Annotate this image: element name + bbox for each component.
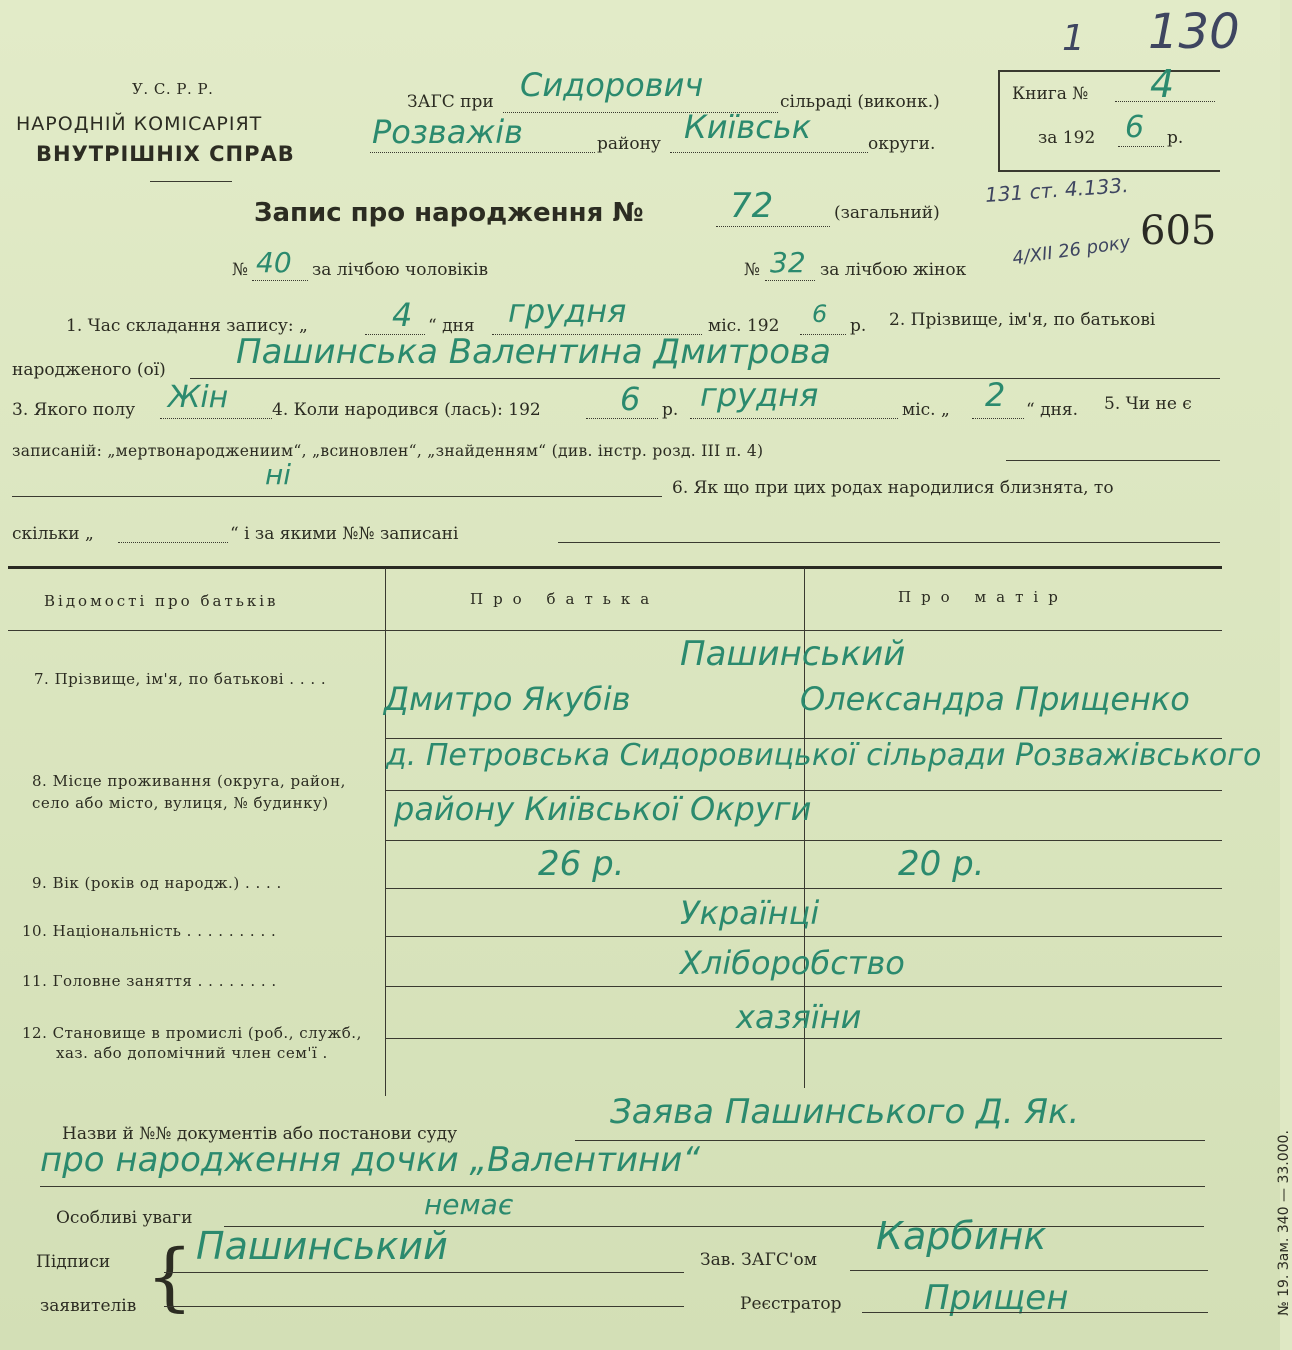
f2-label2: народженого (ої) bbox=[12, 360, 166, 380]
f1-day: 4 bbox=[392, 296, 413, 334]
district-line bbox=[370, 152, 595, 153]
notes-value: немає bbox=[424, 1188, 514, 1221]
row9-father-age: 26 р. bbox=[538, 844, 625, 884]
row10-nationality: Українці bbox=[680, 894, 820, 932]
commissariat-line1: НАРОДНІЙ КОМІСАРІЯТ bbox=[16, 113, 263, 135]
book-box-left bbox=[998, 70, 1000, 172]
margin-note-2: 4/XII 26 року bbox=[1011, 231, 1132, 270]
men-number: 40 bbox=[256, 246, 292, 279]
documents-line-b bbox=[40, 1186, 1205, 1187]
okrug-label: округи. bbox=[868, 134, 936, 154]
signatures-label2: заявителів bbox=[40, 1296, 137, 1316]
book-year-value: 6 bbox=[1125, 110, 1145, 145]
archive-side-number: 605 bbox=[1140, 208, 1217, 254]
men-number-line bbox=[252, 280, 308, 281]
table-header-father: Про батька bbox=[470, 590, 660, 608]
f1-day-mid: “ дня bbox=[428, 316, 475, 336]
f6-count-line bbox=[118, 542, 228, 543]
f6-label2: скільки „ bbox=[12, 524, 94, 544]
table-header-info: Відомості про батьків bbox=[44, 592, 279, 610]
head-signature: Карбинк bbox=[876, 1214, 1047, 1258]
f5-value: ні bbox=[265, 458, 292, 491]
row11-occupation: Хліборобство bbox=[680, 944, 905, 982]
book-box-bottom bbox=[998, 170, 1220, 172]
signatures-brace: { bbox=[146, 1234, 194, 1320]
men-prefix: № bbox=[232, 260, 249, 280]
f1-year: 6 bbox=[812, 300, 828, 328]
documents-value2: про народження дочки „Валентини“ bbox=[40, 1140, 700, 1180]
registrar-label: Реєстратор bbox=[740, 1294, 842, 1314]
row12-line bbox=[386, 1038, 1222, 1039]
f1-month-suffix: міс. 192 bbox=[708, 316, 780, 336]
record-number: 72 bbox=[730, 186, 774, 226]
row9-line bbox=[386, 888, 1222, 889]
row7-surname: Пашинський bbox=[680, 634, 906, 674]
f4-day: 2 bbox=[985, 376, 1006, 414]
row12-status: хазяїни bbox=[736, 998, 862, 1036]
table-divider-1 bbox=[385, 568, 386, 1096]
f6-label2b: “ і за якими №№ записані bbox=[230, 524, 459, 544]
f5-line-b bbox=[12, 496, 662, 497]
f4-month-line bbox=[690, 418, 898, 419]
f1-label: 1. Час складання запису: „ bbox=[66, 316, 308, 336]
women-prefix: № bbox=[744, 260, 761, 280]
row12-label2: хаз. або допомічний член сем'ї . bbox=[56, 1044, 328, 1062]
table-header-rule bbox=[8, 630, 1222, 631]
women-label: за лічбою жінок bbox=[820, 260, 967, 280]
book-box-top bbox=[998, 70, 1220, 72]
book-number: 4 bbox=[1150, 62, 1175, 106]
f4-day-suffix: “ дня. bbox=[1026, 400, 1079, 420]
row10-label: 10. Національність . . . . . . . . . bbox=[22, 922, 277, 940]
f4-year-line bbox=[586, 418, 658, 419]
row8-label2: село або місто, вулиця, № будинку) bbox=[32, 794, 329, 812]
record-number-line bbox=[716, 226, 830, 227]
district-label: району bbox=[597, 134, 661, 154]
f4-label: 4. Коли народився (лась): 192 bbox=[272, 400, 541, 420]
f2-label: 2. Прізвище, ім'я, по батькові bbox=[889, 310, 1156, 330]
f6-label: 6. Як що при цих родах народилися близнята, то bbox=[672, 478, 1114, 498]
registrar-line bbox=[862, 1312, 1208, 1313]
row10-line bbox=[386, 936, 1222, 937]
record-title: Запис про народження № bbox=[254, 198, 644, 228]
f3-label: 3. Якого полу bbox=[12, 400, 136, 420]
row12-label: 12. Становище в промислі (роб., служб., bbox=[22, 1024, 362, 1042]
book-year-line bbox=[1118, 146, 1164, 147]
book-year-suffix: р. bbox=[1167, 128, 1184, 148]
row7-father-name: Дмитро Якубів bbox=[384, 680, 631, 718]
signer-line-b bbox=[164, 1306, 684, 1307]
header-rule bbox=[150, 181, 232, 182]
book-label: Книга № bbox=[1012, 84, 1089, 104]
row11-label: 11. Головне заняття . . . . . . . . bbox=[22, 972, 277, 990]
f1-year-suffix: р. bbox=[850, 316, 867, 336]
row8-place: д. Петровська Сидоровицької сільради Розважівського bbox=[386, 738, 1262, 773]
row8-label: 8. Місце проживання (округа, район, bbox=[32, 772, 346, 790]
record-general: (загальний) bbox=[834, 203, 940, 223]
women-number: 32 bbox=[770, 246, 806, 279]
row8-line-b bbox=[386, 840, 1222, 841]
archive-page-number: 130 bbox=[1148, 4, 1240, 60]
f6-numbers-line bbox=[558, 542, 1220, 543]
book-number-line bbox=[1115, 101, 1215, 102]
commissariat-line2: ВНУТРІШНІХ СПРАВ bbox=[36, 142, 295, 166]
men-label: за лічбою чоловіків bbox=[312, 260, 489, 280]
row11-line bbox=[386, 986, 1222, 987]
notes-label: Особливі уваги bbox=[56, 1208, 193, 1228]
row7-label: 7. Прізвище, ім'я, по батькові . . . . bbox=[34, 670, 327, 688]
head-label: Зав. ЗАГС'ом bbox=[700, 1250, 817, 1270]
f5-line-a bbox=[1006, 460, 1220, 461]
district-value: Розважів bbox=[372, 113, 523, 151]
row9-mother-age: 20 р. bbox=[898, 844, 985, 884]
zags-prefix: ЗАГС при bbox=[407, 92, 494, 112]
row8-line-a bbox=[386, 790, 1222, 791]
signer-line-a bbox=[164, 1272, 684, 1273]
table-top-rule bbox=[8, 566, 1222, 569]
f1-month: грудня bbox=[508, 292, 627, 330]
print-code: № 19. Зам. 340 — 33.000. bbox=[1276, 1130, 1292, 1316]
f5-label: 5. Чи не є bbox=[1104, 394, 1192, 414]
okrug-line bbox=[670, 152, 868, 153]
row9-label: 9. Вік (років од народж.) . . . . bbox=[32, 874, 282, 892]
women-number-line bbox=[765, 280, 815, 281]
table-header-mother: Про матір bbox=[898, 588, 1068, 606]
row7-mother-name: Олександра Прищенко bbox=[800, 680, 1190, 718]
f3-value: Жін bbox=[168, 380, 229, 415]
documents-value1: Заява Пашинського Д. Як. bbox=[610, 1092, 1080, 1132]
zags-village-value: Сидорович bbox=[520, 66, 704, 104]
head-line bbox=[850, 1270, 1208, 1271]
row8-place2: району Київської Округи bbox=[394, 790, 812, 828]
f4-month-suffix: міс. „ bbox=[902, 400, 950, 420]
documents-label: Назви й №№ документів або постанови суду bbox=[62, 1124, 458, 1144]
republic-label: У. С. Р. Р. bbox=[132, 80, 214, 98]
margin-note-1: 131 ст. 4.133. bbox=[984, 173, 1130, 207]
f3-value-line bbox=[160, 418, 272, 419]
f5-label2: записаній: „мертвонароджениим“, „всиновлен“, „знайденням“ (див. інстр. розд. III п. 4) bbox=[12, 442, 764, 460]
f4-year: 6 bbox=[620, 380, 641, 418]
f2-value: Пашинська Валентина Дмитрова bbox=[236, 332, 831, 372]
zags-suffix: сільраді (виконк.) bbox=[780, 92, 940, 112]
f4-year-suffix: р. bbox=[662, 400, 679, 420]
okrug-value: Київськ bbox=[684, 108, 812, 146]
signer-signature: Пашинський bbox=[196, 1224, 448, 1268]
archive-sheet-number: 1 bbox=[1062, 18, 1085, 59]
f4-day-line bbox=[972, 418, 1024, 419]
registrar-signature: Прищен bbox=[924, 1278, 1069, 1318]
signatures-label1: Підписи bbox=[36, 1252, 111, 1272]
book-year-label: за 192 bbox=[1038, 128, 1096, 148]
f4-month: грудня bbox=[700, 376, 819, 414]
